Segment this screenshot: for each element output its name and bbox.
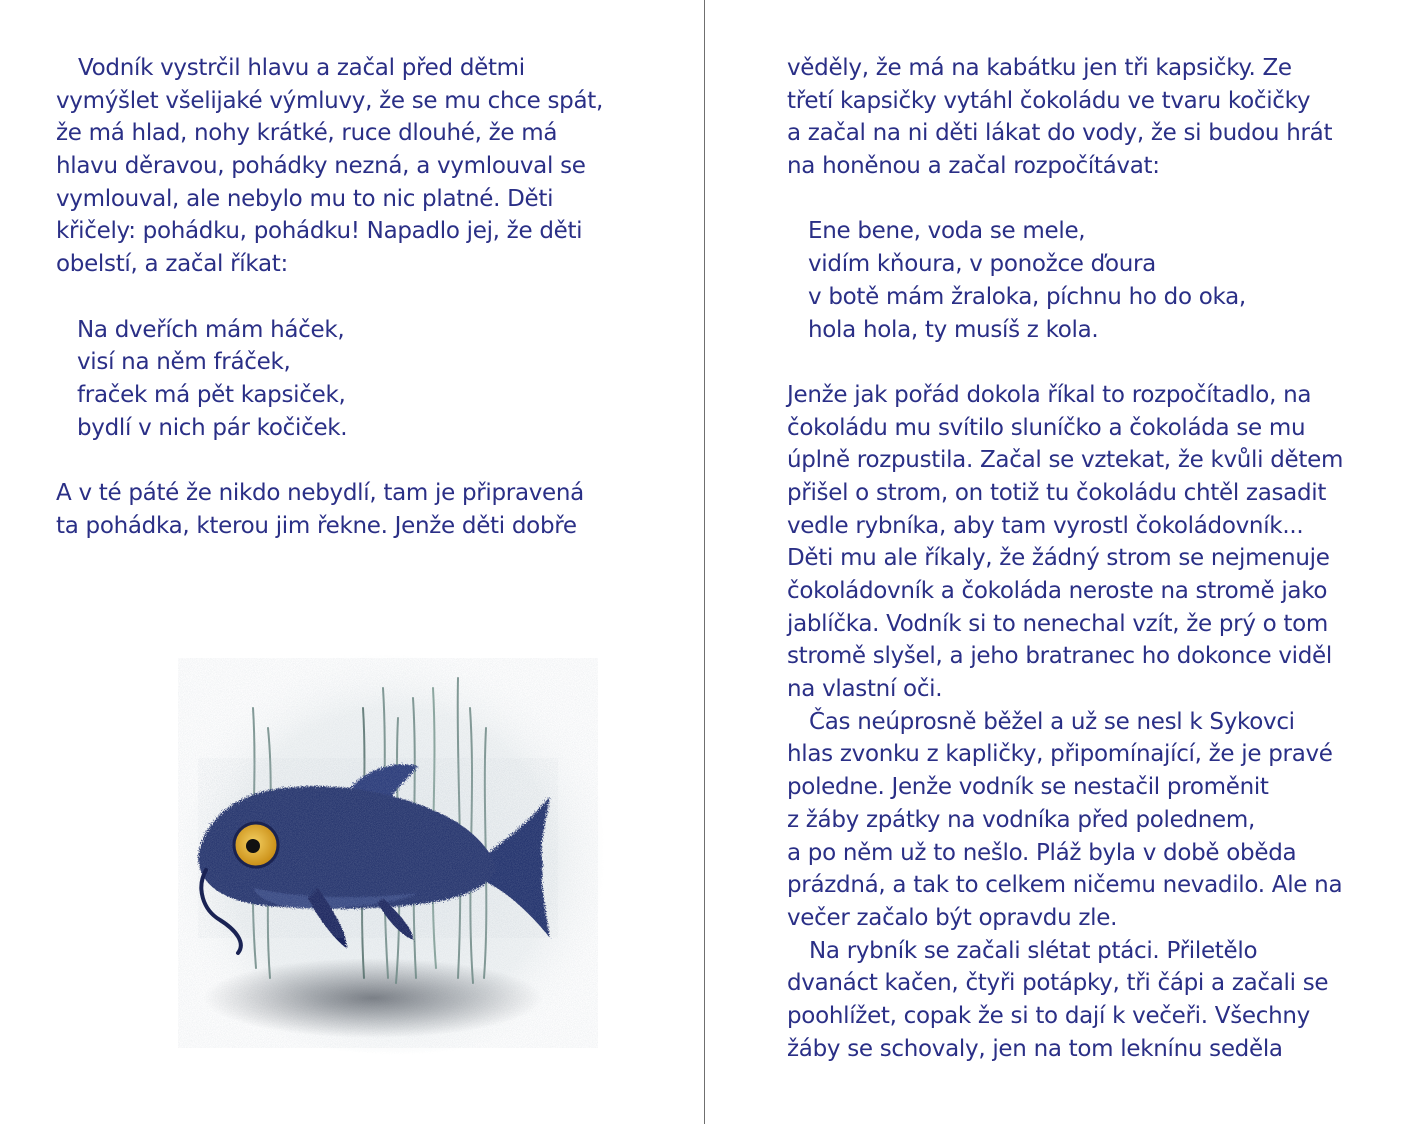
text-line: dvanáct kačen, čtyři potápky, tři čápi a začali se — [787, 970, 1329, 997]
verse-line: bydlí v nich pár kočiček. — [77, 414, 348, 441]
right-paragraph-1 — [787, 52, 1367, 183]
text-line: žáby se schovaly, jen na tom leknínu seděla — [787, 1035, 1283, 1062]
verse-line: v botě mám žraloka, píchnu ho do oka, — [808, 283, 1246, 310]
right-paragraph-2 — [787, 379, 1367, 706]
verse-line: hola hola, ty musíš z kola. — [808, 316, 1099, 343]
text-line: hlavu děravou, pohádky nezná, a vymlouval se — [56, 153, 586, 180]
text-line: vymýšlet všelijaké výmluvy, že se mu chce spát, — [56, 87, 604, 114]
text-line: Na rybník se začali slétat ptáci. Přiletělo — [809, 937, 1258, 964]
text-line: prázdná, a tak to celkem ničemu nevadilo. Ale na — [787, 872, 1343, 899]
text-line: vedle rybníka, aby tam vyrostl čokoládovník... — [787, 512, 1304, 539]
text-line: úplně rozpustila. Začal se vztekat, že kvůli dětem — [787, 447, 1344, 474]
verse-line: visí na něm fráček, — [77, 349, 291, 376]
right-paragraph-4 — [787, 935, 1367, 1066]
left-paragraph-2 — [56, 477, 656, 542]
blank-line — [56, 281, 656, 314]
blank-line — [56, 444, 656, 477]
verse-line: Na dveřích mám háček, — [77, 316, 345, 343]
text-line: z žáby zpátky na vodníka před polednem, — [787, 806, 1255, 833]
text-line: poohlížet, copak že si to dají k večeři. Všechny — [787, 1002, 1310, 1029]
text-line: a po něm už to nešlo. Pláž byla v době oběda — [787, 839, 1297, 866]
left-verse — [56, 314, 656, 445]
text-line: obelstí, a začal říkat: — [56, 251, 288, 278]
blank-line — [787, 346, 1367, 379]
text-line: na vlastní oči. — [787, 676, 943, 703]
text-line: a začal na ni děti lákat do vody, že si budou hrát — [787, 120, 1333, 147]
text-line: přišel o strom, on totiž tu čokoládu chtěl zasadit — [787, 479, 1327, 506]
text-line: Vodník vystrčil hlavu a začal před dětmi — [78, 55, 525, 81]
text-line: křičely: pohádku, pohádku! Napadlo jej, že děti — [56, 218, 583, 245]
left-page — [56, 52, 656, 542]
text-line: Čas neúprosně běžel a už se nesl k Sykovci — [809, 708, 1295, 735]
text-line: hlas zvonku z kapličky, připomínající, že je pravé — [787, 741, 1333, 768]
verse-line: vidím kňoura, v ponožce ďoura — [808, 251, 1156, 278]
text-line: že má hlad, nohy krátké, ruce dlouhé, že má — [56, 120, 558, 147]
verse-line: fraček má pět kapsiček, — [77, 381, 346, 408]
left-paragraph-1 — [56, 52, 656, 281]
right-paragraph-3 — [787, 706, 1367, 935]
text-line: čokoládu mu svítilo sluníčko a čokoláda se mu — [787, 414, 1306, 441]
text-line: A v té páté že nikdo nebydlí, tam je připravená — [56, 479, 584, 506]
text-line: poledne. Jenže vodník se nestačil proměnit — [787, 774, 1269, 801]
text-line: Děti mu ale říkaly, že žádný strom se nejmenuje — [787, 545, 1330, 572]
text-line: Jenže jak pořád dokola říkal to rozpočítadlo, na — [787, 381, 1312, 408]
verse-line: Ene bene, voda se mele, — [808, 218, 1086, 245]
text-line: čokoládovník a čokoláda neroste na stromě jako — [787, 578, 1328, 604]
ground-shadow — [203, 958, 543, 1038]
text-line: jablíčka. Vodník si to nenechal vzít, že prý o tom — [787, 610, 1329, 637]
text-line: vymlouval, ale nebylo mu to nic platné. Děti — [56, 185, 554, 212]
blank-line — [787, 183, 1367, 216]
right-verse — [787, 215, 1367, 346]
text-line: večer začalo být opravdu zle. — [787, 904, 1118, 931]
page-gutter — [704, 0, 705, 1124]
text-line: stromě slyšel, a jeho bratranec ho dokonce viděl — [787, 643, 1332, 670]
right-page — [787, 52, 1367, 1065]
text-line: na honěnou a začal rozpočítávat: — [787, 153, 1160, 180]
text-line: věděly, že má na kabátku jen tři kapsičky. Ze — [787, 55, 1292, 81]
fish-eye — [234, 823, 278, 867]
catfish-illustration — [158, 648, 608, 1058]
text-line: ta pohádka, kterou jim řekne. Jenže děti dobře — [56, 512, 577, 539]
text-line: třetí kapsičky vytáhl čokoládu ve tvaru kočičky — [787, 87, 1311, 114]
